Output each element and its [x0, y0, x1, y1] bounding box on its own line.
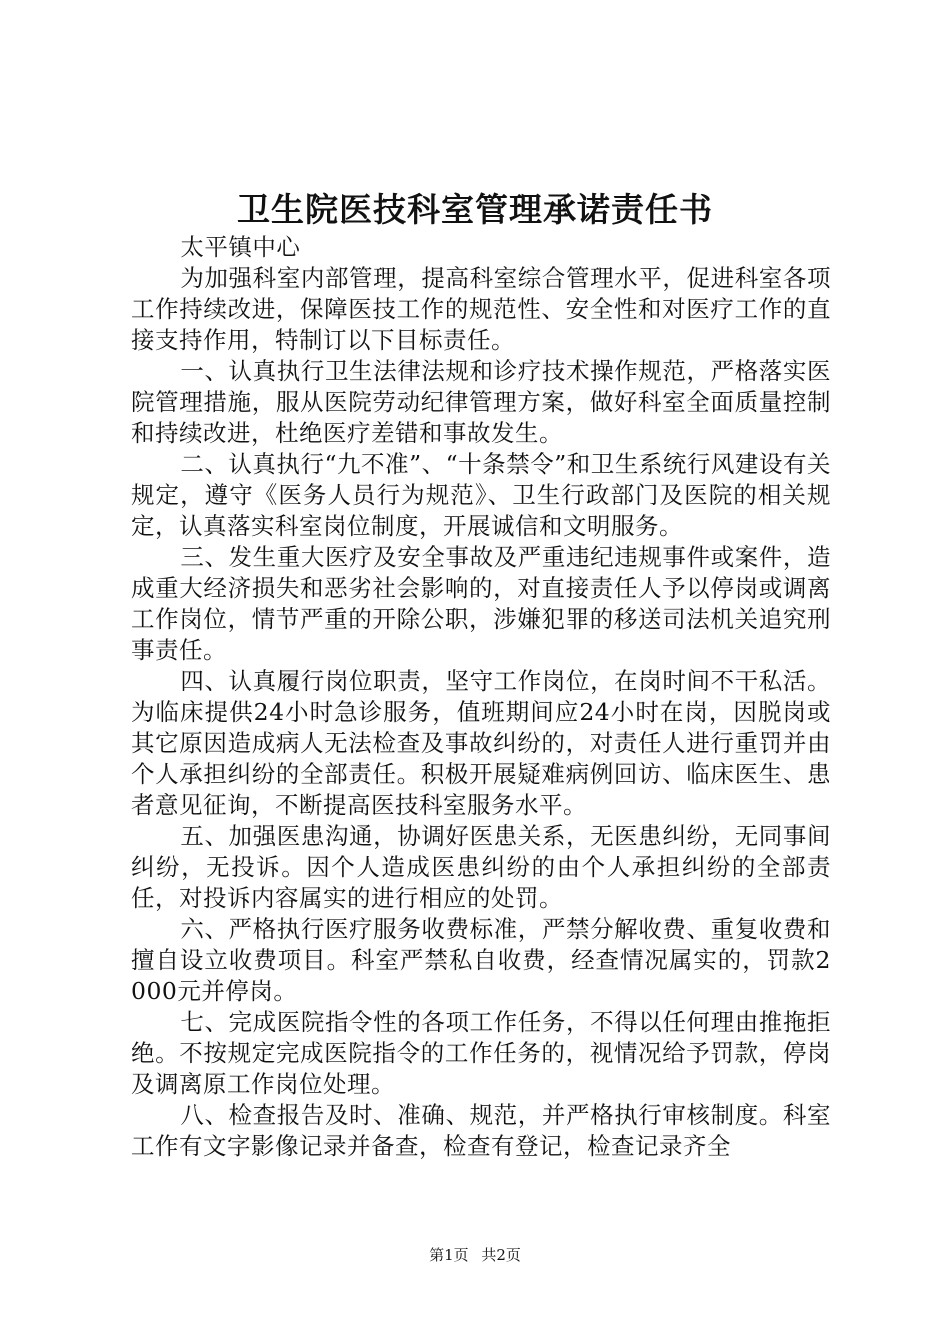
document-body: [131, 232, 831, 1162]
paragraph-item-8: 八、检查报告及时、准确、规范，并严格执行审核制度。科室工作有文字影像记录并备查，检查有登记，检查记录齐全: [131, 1101, 831, 1160]
page-footer: [0, 1244, 950, 1266]
paragraph-item-2: 二、认真执行“九不准”、“十条禁令”和卫生系统行风建设有关规定，遵守《医务人员行为规范》、卫生行政部门及医院的相关规定，认真落实科室岗位制度，开展诚信和文明服务。: [131, 450, 831, 540]
paragraph-item-3: 三、发生重大医疗及安全事故及严重违纪违规事件或案件，造成重大经济损失和恶劣社会影响的，对直接责任人予以停岗或调离工作岗位，情节严重的开除公职，涉嫌犯罪的移送司法机关追究刑事责任。: [131, 543, 831, 664]
paragraph-item-7: 七、完成医院指令性的各项工作任务，不得以任何理由推拖拒绝。不按规定完成医院指令的工作任务的，视情况给予罚款，停岗及调离原工作岗位处理。: [131, 1008, 831, 1098]
paragraph-item-1: 一、认真执行卫生法律法规和诊疗技术操作规范，严格落实医院管理措施，服从医院劳动纪律管理方案，做好科室全面质量控制和持续改进，杜绝医疗差错和事故发生。: [131, 357, 831, 447]
paragraph-item-5: 五、加强医患沟通，协调好医患关系，无医患纠纷，无同事间纠纷，无投诉。因个人造成医患纠纷的由个人承担纠纷的全部责任，对投诉内容属实的进行相应的处罚。: [131, 822, 831, 912]
document-title: 卫生院医技科室管理承诺责任书: [237, 190, 713, 229]
paragraph-item-4: 四、认真履行岗位职责，坚守工作岗位，在岗时间不干私活。为临床提供24小时急诊服务，值班期间应24小时在岗，因脱岗或其它原因造成病人无法检查及事故纠纷的，对责任人进行重罚并由个人承担纠纷的全部责任。积极开展疑难病例回访、临床医生、患者意见征询，不断提高医技科室服务水平。: [131, 667, 831, 819]
paragraph-intro: 为加强科室内部管理，提高科室综合管理水平，促进科室各项工作持续改进，保障医技工作的规范性、安全性和对医疗工作的直接支持作用，特制订以下目标责任。: [131, 264, 831, 354]
page-number-total: 共2页: [481, 1246, 521, 1264]
paragraph-recipient: 太平镇中心: [180, 233, 301, 261]
page-number-current: 第1页: [429, 1246, 469, 1264]
paragraph-item-6: 六、严格执行医疗服务收费标准，严禁分解收费、重复收费和擅自设立收费项目。科室严禁私自收费，经查情况属实的，罚款2000元并停岗。: [131, 915, 831, 1005]
